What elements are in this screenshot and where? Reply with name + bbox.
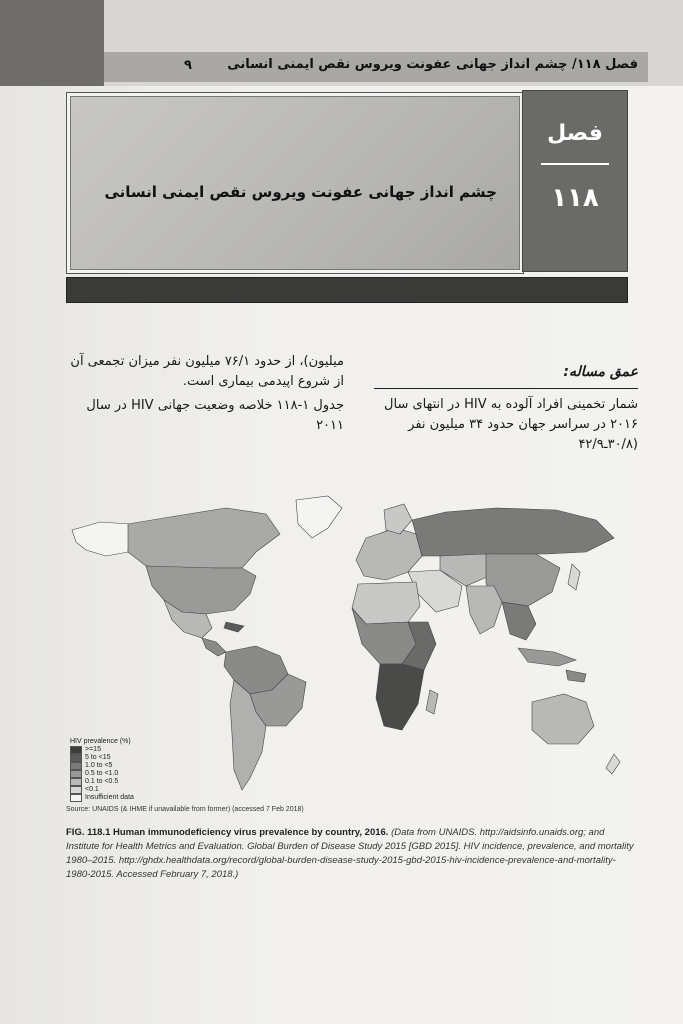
region-india	[466, 586, 502, 634]
legend-swatch	[70, 786, 82, 794]
region-canada	[128, 508, 280, 568]
region-alaska	[72, 522, 130, 556]
legend-label: 5 to <15	[85, 754, 111, 761]
running-title: فصل ۱۱۸/ چشم انداز جهانی عفونت ویروس نقص ایمنی انسانی	[227, 57, 638, 72]
legend-label: 0.1 to <0.5	[85, 778, 119, 785]
map-source: Source: UNAIDS (& IHME if unavailable from former) (accessed 7 Feb 2018)	[66, 806, 304, 813]
left-paragraph-1: میلیون)، از حدود ۷۶/۱ میلیون نفر میزان تجمعی آن از شروع اپیدمی بیماری است.	[70, 354, 344, 389]
legend-swatch	[70, 794, 82, 802]
running-header	[104, 52, 648, 82]
region-north-africa	[352, 582, 420, 624]
legend-label: Insufficient data	[85, 794, 134, 801]
legend-item	[70, 762, 134, 770]
region-southeast-asia	[502, 602, 536, 640]
legend-item	[70, 778, 134, 786]
figure-label: FIG. 118.1	[66, 827, 111, 838]
section-heading: عمق مساله:	[563, 364, 638, 380]
right-paragraph: شمار تخمینی افراد آلوده به HIV در انتهای سال ۲۰۱۶ در سراسر جهان حدود ۳۴ میلیون نفر (۳۰/۸ـ۴۲/۹	[384, 397, 638, 452]
legend-label: >=15	[85, 746, 101, 753]
region-scandinavia	[384, 504, 412, 534]
figure-caption	[66, 826, 636, 882]
legend-swatch	[70, 778, 82, 786]
figure-caption-body: (Data from UNAIDS. http://aidsinfo.unaids.org; and Institute for Health Metrics and Evaluation. Global Burden of Disease Study 2015 [GBD 2015]. HIV incidence, prevalence, and mortality 1980–2015. http://ghdx.healthdata.org/record/global-burden-disease-study-2015-gbd-2015-hiv-incidence-prevalence-and-mortality-1980-2015. Accessed February 7, 2018.)	[66, 827, 634, 880]
page-number: ۹	[184, 58, 192, 73]
legend-swatch	[70, 746, 82, 754]
legend-label: 0.5 to <1.0	[85, 770, 119, 777]
left-paragraph-2: جدول ۱-۱۱۸ خلاصه وضعیت جهانی HIV در سال ۲۰۱۱	[86, 398, 344, 433]
chapter-number-box	[522, 90, 628, 272]
legend-label: 1.0 to <5	[85, 762, 113, 769]
region-caribbean	[224, 622, 244, 632]
chapter-title: چشم انداز جهانی عفونت ویروس نقص ایمنی انسانی	[104, 183, 497, 201]
header-dark-block	[0, 0, 104, 86]
left-text-column	[62, 352, 344, 440]
region-central-america	[202, 638, 226, 656]
legend-label: <0.1	[85, 786, 99, 793]
chapter-title-box	[66, 92, 524, 274]
legend-title: HIV prevalence (%)	[70, 738, 131, 745]
legend-item	[70, 794, 134, 802]
region-png	[566, 670, 586, 682]
chapter-word: فصل	[547, 121, 603, 146]
region-usa	[146, 566, 256, 614]
section-rule	[374, 388, 638, 389]
region-southern-africa	[376, 664, 424, 730]
region-indonesia	[518, 648, 576, 666]
world-map	[66, 494, 626, 814]
map-legend	[70, 738, 134, 802]
region-russia	[412, 508, 614, 556]
figure-title: Human immunodeficiency virus prevalence by country, 2016.	[113, 827, 389, 838]
region-japan	[568, 564, 580, 590]
region-new-zealand	[606, 754, 620, 774]
legend-swatch	[70, 754, 82, 762]
region-madagascar	[426, 690, 438, 714]
legend-item	[70, 754, 134, 762]
legend-swatch	[70, 762, 82, 770]
legend-item	[70, 770, 134, 778]
region-greenland	[296, 496, 342, 538]
legend-swatch	[70, 770, 82, 778]
chapter-number: ۱۱۸	[551, 183, 599, 213]
legend-item	[70, 746, 134, 754]
chapter-divider-bar	[66, 277, 628, 303]
region-australia	[532, 694, 594, 744]
right-text-column	[374, 362, 638, 459]
chapter-separator	[541, 163, 609, 165]
legend-item	[70, 786, 134, 794]
